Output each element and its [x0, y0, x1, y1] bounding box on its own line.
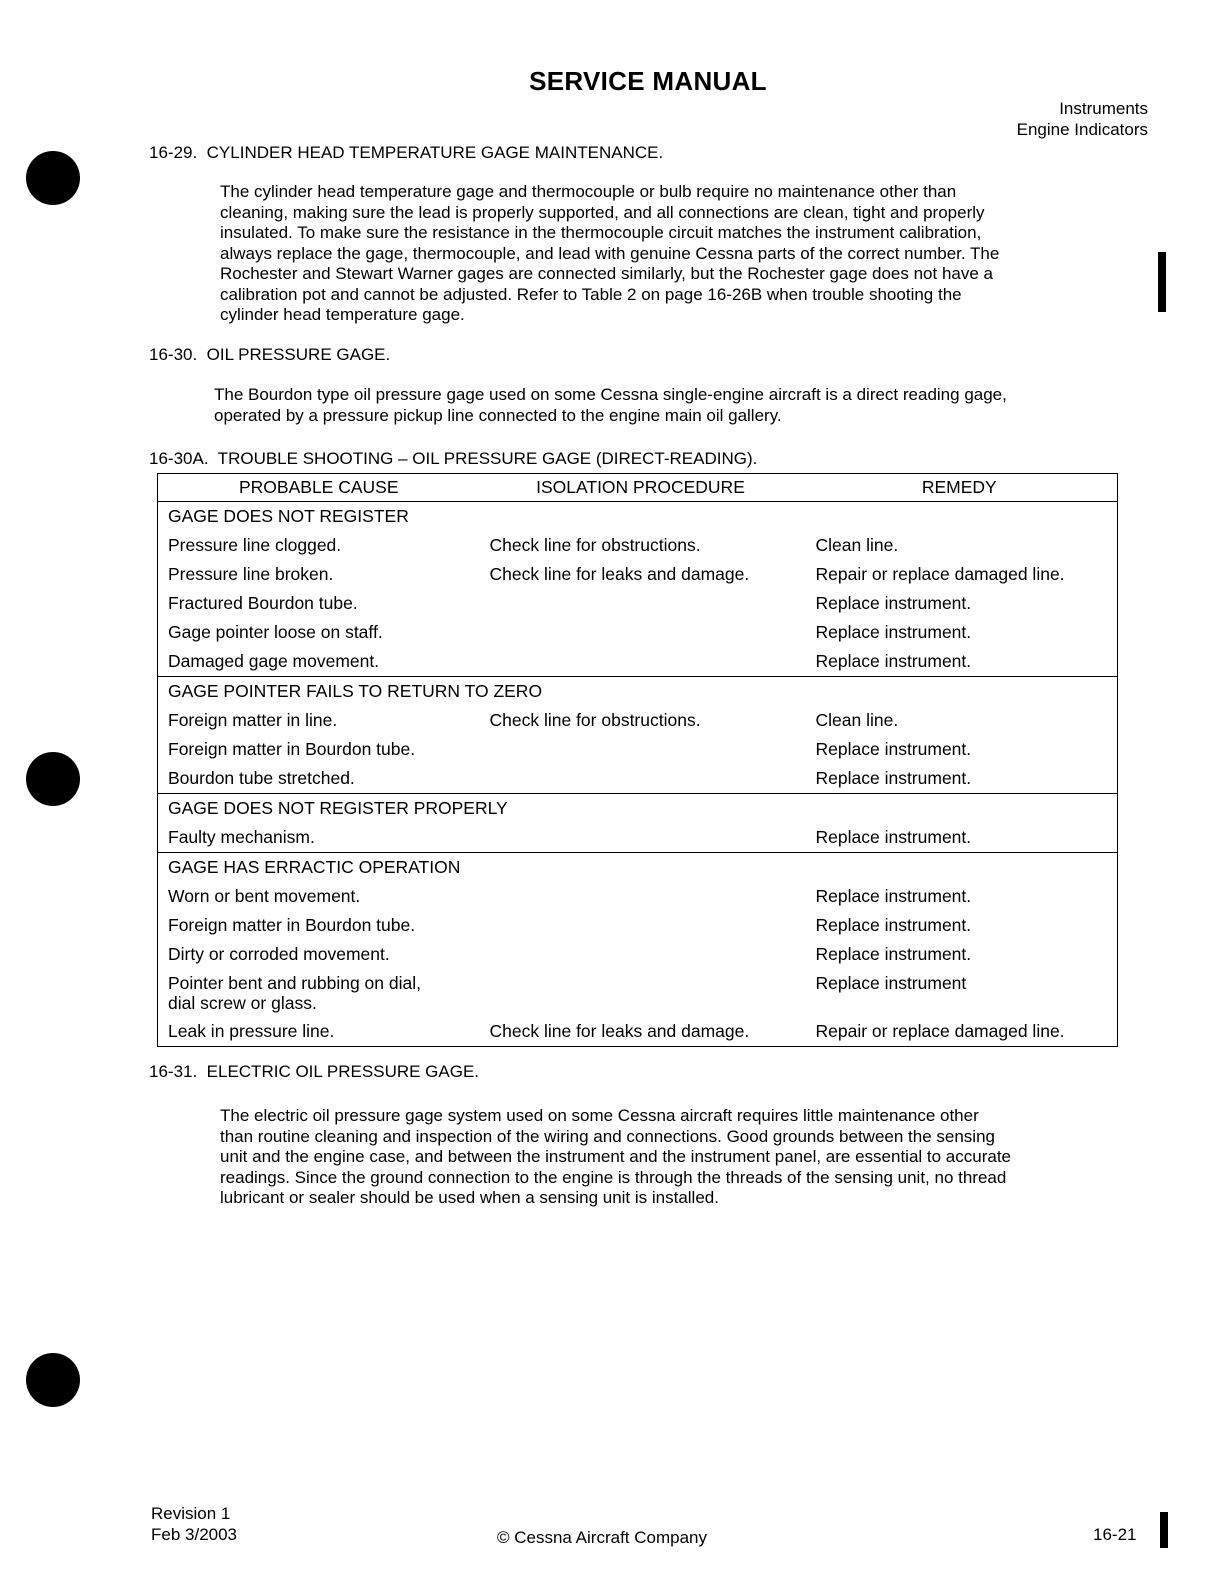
isolation-cell: Check line for obstructions. — [489, 535, 701, 555]
cause-cell: Damaged gage movement. — [168, 651, 380, 671]
isolation-cell — [480, 589, 802, 618]
page-title: SERVICE MANUAL — [529, 66, 767, 96]
remedy-cell: Replace instrument. — [815, 651, 972, 671]
cause-cell: Worn or bent movement. — [168, 886, 361, 906]
isolation-cell — [480, 764, 802, 794]
binder-hole-middle — [26, 752, 80, 806]
remedy-cell: Replace instrument. — [815, 593, 972, 613]
cause-cell: Foreign matter in line. — [168, 710, 338, 730]
remedy-cell: Replace instrument. — [815, 622, 972, 642]
paragraph-line: operated by a pressure pickup line connected to the engine main oil gallery. — [214, 405, 782, 425]
table-row — [158, 911, 1118, 940]
cause-cell: Pressure line clogged. — [168, 535, 342, 555]
remedy-cell: Replace instrument — [815, 973, 967, 993]
revision-label: Revision 1 — [151, 1504, 231, 1523]
remedy-cell: Clean line. — [815, 535, 899, 555]
group-title: GAGE POINTER FAILS TO RETURN TO ZERO — [158, 677, 1118, 707]
section-label: Instruments — [1059, 99, 1148, 118]
isolation-cell: Check line for leaks and damage. — [489, 564, 750, 584]
section-16-29-heading: 16-29. CYLINDER HEAD TEMPERATURE GAGE MAINTENANCE. — [149, 143, 664, 162]
cause-cell: Faulty mechanism. — [168, 827, 315, 847]
page-number: 16-21 — [1093, 1525, 1137, 1544]
revision-bar-footer — [1160, 1512, 1168, 1548]
isolation-cell — [480, 618, 802, 647]
section-16-30-paragraph — [214, 385, 1007, 426]
isolation-cell: Check line for leaks and damage. — [489, 1021, 750, 1041]
table-row — [158, 882, 1118, 911]
cause-cell: Pointer bent and rubbing on dial, dial screw or glass. — [168, 973, 421, 1013]
remedy-cell: Replace instrument. — [815, 944, 972, 964]
paragraph-line: always replace the gage, thermocouple, and lead with genuine Cessna parts of the correct number. The — [220, 243, 1000, 263]
table-row — [158, 823, 1118, 853]
paragraph-line: The electric oil pressure gage system used on some Cessna aircraft requires little maintenance other — [220, 1106, 979, 1125]
paragraph-line: The Bourdon type oil pressure gage used on some Cessna single-engine aircraft is a direct reading gage, — [214, 385, 1007, 404]
remedy-cell: Repair or replace damaged line. — [815, 564, 1065, 584]
table-row — [158, 969, 1118, 1017]
remedy-cell: Replace instrument. — [815, 915, 972, 935]
section-header — [1017, 98, 1148, 140]
trouble-shooting-table — [157, 473, 1118, 1047]
revision-date: Feb 3/2003 — [151, 1525, 238, 1544]
table-row — [158, 560, 1118, 589]
isolation-cell — [480, 882, 802, 911]
remedy-cell: Replace instrument. — [815, 768, 972, 788]
table-row — [158, 940, 1118, 969]
paragraph-line: cylinder head temperature gage. — [220, 305, 465, 324]
paragraph-line: The cylinder head temperature gage and thermocouple or bulb require no maintenance other than — [220, 182, 957, 201]
section-16-31-paragraph — [220, 1106, 1011, 1209]
table-row — [158, 647, 1118, 677]
cause-cell: Foreign matter in Bourdon tube. — [168, 739, 416, 759]
section-16-30a-heading: 16-30A. TROUBLE SHOOTING – OIL PRESSURE GAGE (DIRECT-READING). — [149, 449, 758, 468]
table-row — [158, 618, 1118, 647]
group-title: GAGE DOES NOT REGISTER PROPERLY — [158, 794, 1118, 824]
paragraph-line: cleaning, making sure the lead is properly supported, and all connections are clean, tight and properly — [220, 202, 985, 222]
paragraph-line: insulated. To make sure the resistance in the thermocouple circuit matches the instrument calibration, — [220, 223, 982, 242]
copyright-notice: © Cessna Aircraft Company — [497, 1528, 707, 1547]
paragraph-line: Rochester and Stewart Warner gages are connected similarly, but the Rochester gage does not have a — [220, 264, 993, 283]
cause-cell: Dirty or corroded movement. — [168, 944, 390, 964]
binder-hole-top — [26, 151, 80, 205]
isolation-cell — [480, 911, 802, 940]
paragraph-line: lubricant or sealer should be used when a sensing unit is installed. — [220, 1188, 719, 1207]
group-title-row — [158, 677, 1118, 707]
remedy-cell: Replace instrument. — [815, 886, 972, 906]
remedy-cell: Replace instrument. — [815, 739, 972, 759]
cause-cell: Fractured Bourdon tube. — [168, 593, 358, 613]
paragraph-line: unit and the engine case, and between the instrument and the instrument panel, are essential to accurate — [220, 1147, 1012, 1166]
section-16-29-paragraph — [220, 182, 999, 326]
isolation-cell: Check line for obstructions. — [489, 710, 701, 730]
group-title: GAGE DOES NOT REGISTER — [168, 506, 409, 526]
cause-cell: Bourdon tube stretched. — [168, 768, 355, 788]
isolation-cell — [480, 823, 802, 853]
isolation-cell — [480, 969, 802, 1017]
section-16-30-heading: 16-30. OIL PRESSURE GAGE. — [149, 345, 391, 364]
revision-bar-upper — [1158, 252, 1166, 312]
isolation-cell — [480, 735, 802, 764]
column-header-cause: PROBABLE CAUSE — [158, 474, 480, 502]
remedy-cell: Clean line. — [815, 710, 899, 730]
remedy-cell: Repair or replace damaged line. — [815, 1021, 1065, 1041]
subsection-label: Engine Indicators — [1016, 120, 1148, 139]
table-row — [158, 706, 1118, 735]
paragraph-line: readings. Since the ground connection to the engine is through the threads of the sensing unit, no thread — [220, 1167, 1007, 1187]
remedy-cell: Replace instrument. — [815, 827, 972, 847]
cause-cell: Gage pointer loose on staff. — [168, 622, 383, 642]
cause-cell: Pressure line broken. — [168, 564, 334, 584]
paragraph-line: than routine cleaning and inspection of the wiring and connections. Good grounds between the sensing — [220, 1126, 995, 1146]
cause-cell: Leak in pressure line. — [168, 1021, 335, 1041]
table-row — [158, 531, 1118, 560]
group-title-row — [158, 502, 1118, 532]
footer-revision-block — [151, 1503, 237, 1545]
table-row — [158, 735, 1118, 764]
table-row — [158, 764, 1118, 794]
cause-cell: Foreign matter in Bourdon tube. — [168, 915, 416, 935]
column-header-remedy: REMEDY — [802, 474, 1118, 502]
group-title-row — [158, 853, 1118, 883]
group-title: GAGE HAS ERRACTIC OPERATION — [158, 853, 1118, 883]
column-header-isolation: ISOLATION PROCEDURE — [480, 474, 802, 502]
binder-hole-bottom — [26, 1353, 80, 1407]
table-header-row — [158, 474, 1118, 502]
group-title-row — [158, 794, 1118, 824]
table-row — [158, 589, 1118, 618]
isolation-cell — [480, 647, 802, 677]
section-16-31-heading: 16-31. ELECTRIC OIL PRESSURE GAGE. — [149, 1062, 480, 1081]
isolation-cell — [480, 940, 802, 969]
table-row — [158, 1017, 1118, 1047]
paragraph-line: calibration pot and cannot be adjusted. Refer to Table 2 on page 16-26B when trouble shooting the — [220, 284, 962, 304]
